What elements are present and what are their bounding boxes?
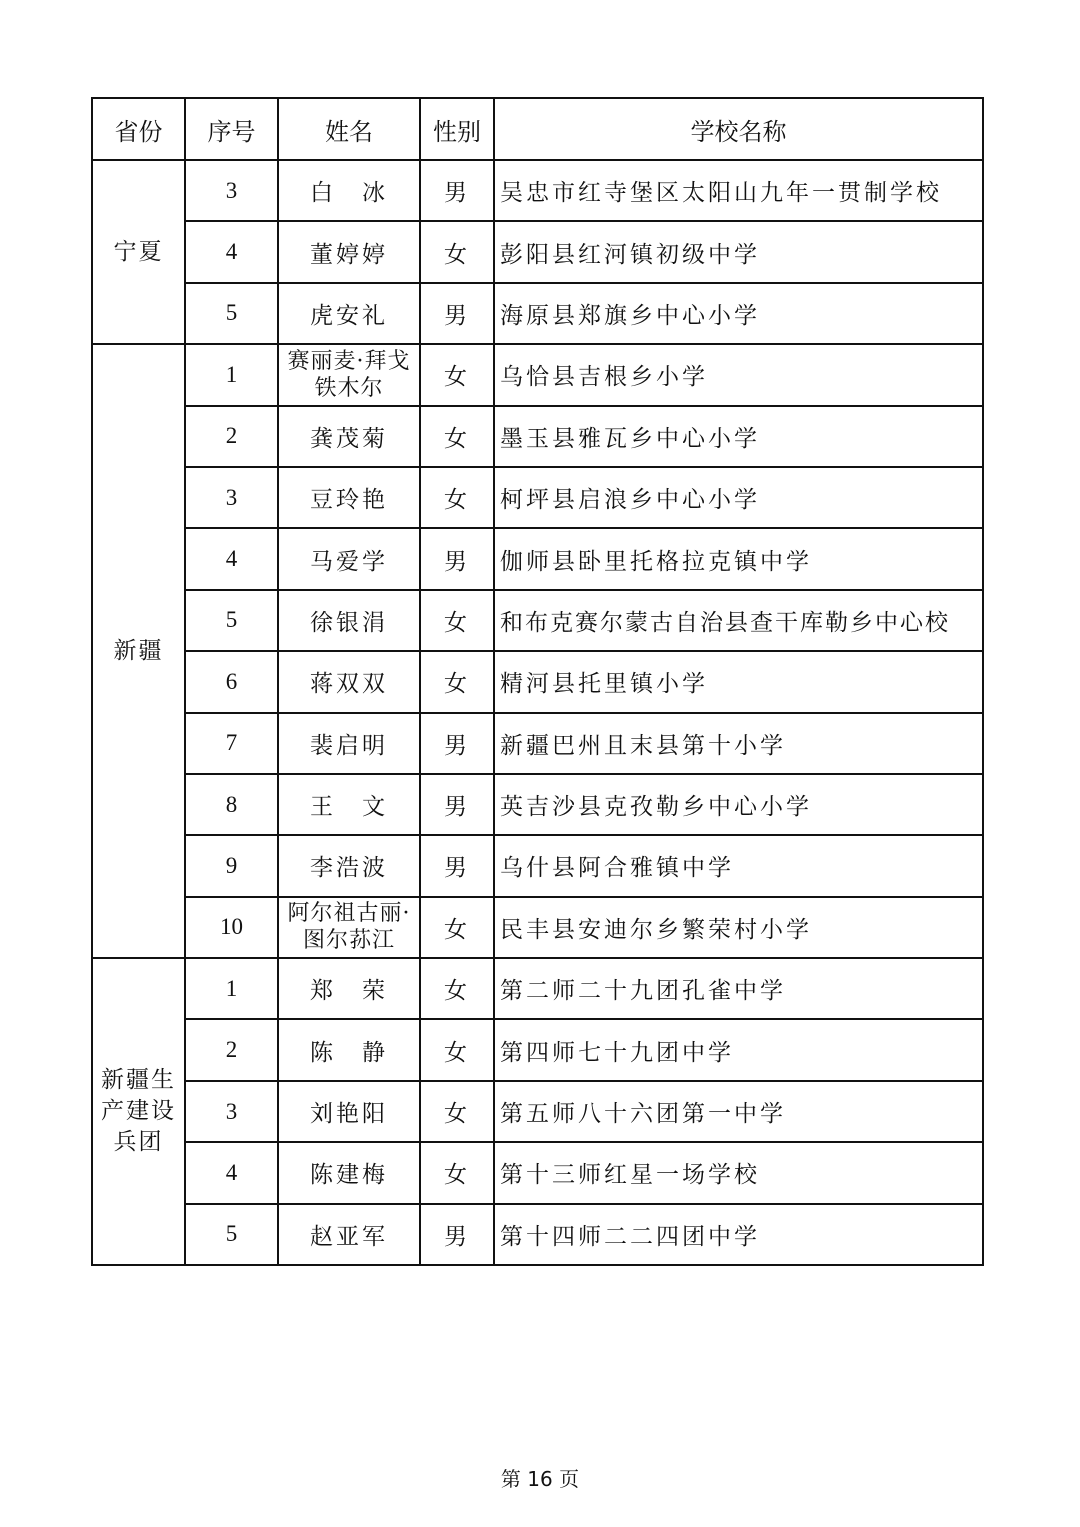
province-cell [92, 344, 185, 958]
gender-cell: 男 [420, 283, 494, 344]
header-school: 学校名称 [494, 98, 983, 160]
gender-cell: 女 [420, 590, 494, 651]
school-cell: 精河县托里镇小学 [494, 651, 983, 712]
name-cell: 白 冰 [278, 160, 420, 221]
name-cell: 刘艳阳 [278, 1081, 420, 1142]
name-cell: 马爱学 [278, 528, 420, 589]
gender-cell: 女 [420, 1081, 494, 1142]
gender-cell: 女 [420, 344, 494, 405]
school-cell: 新疆巴州且末县第十小学 [494, 713, 983, 774]
name-cell: 裴启明 [278, 713, 420, 774]
gender-cell: 男 [420, 528, 494, 589]
seq-cell: 4 [185, 1142, 278, 1203]
seq-cell: 1 [185, 344, 278, 405]
table-row [92, 406, 983, 467]
school-cell: 英吉沙县克孜勒乡中心小学 [494, 774, 983, 835]
table-row [92, 1142, 983, 1203]
school-cell: 第四师七十九团中学 [494, 1019, 983, 1080]
table-row [92, 1204, 983, 1265]
school-cell: 第五师八十六团第一中学 [494, 1081, 983, 1142]
name-cell: 龚茂菊 [278, 406, 420, 467]
school-cell: 墨玉县雅瓦乡中心小学 [494, 406, 983, 467]
school-cell: 乌恰县吉根乡小学 [494, 344, 983, 405]
header-province: 省份 [92, 98, 185, 160]
table-row [92, 774, 983, 835]
gender-cell: 男 [420, 160, 494, 221]
table-row [92, 283, 983, 344]
province-cell [92, 958, 185, 1265]
name-list-table [91, 97, 984, 1266]
school-cell: 第二师二十九团孔雀中学 [494, 958, 983, 1019]
name-cell: 赛丽麦·拜戈铁木尔 [278, 344, 420, 405]
name-cell: 李浩波 [278, 835, 420, 896]
gender-cell: 男 [420, 835, 494, 896]
table-row [92, 897, 983, 958]
name-cell: 蒋双双 [278, 651, 420, 712]
school-cell: 和布克赛尔蒙古自治县查干库勒乡中心校 [494, 590, 983, 651]
seq-cell: 5 [185, 283, 278, 344]
name-cell: 王 文 [278, 774, 420, 835]
gender-cell: 女 [420, 897, 494, 958]
school-cell: 海原县郑旗乡中心小学 [494, 283, 983, 344]
name-cell: 陈建梅 [278, 1142, 420, 1203]
seq-cell: 8 [185, 774, 278, 835]
seq-cell: 2 [185, 1019, 278, 1080]
table-row [92, 160, 983, 221]
page-number: 第 16 页 [500, 1467, 580, 1491]
seq-cell: 4 [185, 528, 278, 589]
school-cell: 第十三师红星一场学校 [494, 1142, 983, 1203]
gender-cell: 女 [420, 406, 494, 467]
seq-cell: 5 [185, 590, 278, 651]
seq-cell: 2 [185, 406, 278, 467]
name-cell: 豆玲艳 [278, 467, 420, 528]
school-cell: 乌什县阿合雅镇中学 [494, 835, 983, 896]
seq-cell: 9 [185, 835, 278, 896]
seq-cell: 7 [185, 713, 278, 774]
school-cell: 彭阳县红河镇初级中学 [494, 221, 983, 282]
gender-cell: 女 [420, 1019, 494, 1080]
header-name: 姓名 [278, 98, 420, 160]
table-row [92, 344, 983, 405]
table-row [92, 1019, 983, 1080]
school-cell: 第十四师二二四团中学 [494, 1204, 983, 1265]
gender-cell: 男 [420, 1204, 494, 1265]
seq-cell: 3 [185, 467, 278, 528]
table-row [92, 713, 983, 774]
table-row [92, 651, 983, 712]
gender-cell: 男 [420, 713, 494, 774]
name-cell: 虎安礼 [278, 283, 420, 344]
gender-cell: 女 [420, 221, 494, 282]
table-row [92, 467, 983, 528]
province-label: 新疆 [113, 637, 164, 664]
header-row [92, 98, 983, 160]
province-label: 新疆生产建设兵团 [101, 1067, 176, 1156]
table-row [92, 958, 983, 1019]
province-label: 宁夏 [113, 238, 164, 265]
seq-cell: 10 [185, 897, 278, 958]
seq-cell: 5 [185, 1204, 278, 1265]
gender-cell: 男 [420, 774, 494, 835]
name-cell: 董婷婷 [278, 221, 420, 282]
gender-cell: 女 [420, 467, 494, 528]
table-row [92, 528, 983, 589]
name-cell: 赵亚军 [278, 1204, 420, 1265]
school-cell: 民丰县安迪尔乡繁荣村小学 [494, 897, 983, 958]
school-cell: 伽师县卧里托格拉克镇中学 [494, 528, 983, 589]
seq-cell: 3 [185, 160, 278, 221]
gender-cell: 女 [420, 958, 494, 1019]
name-cell: 陈 静 [278, 1019, 420, 1080]
seq-cell: 6 [185, 651, 278, 712]
name-cell: 阿尔祖古丽·图尔荪江 [278, 897, 420, 958]
gender-cell: 女 [420, 1142, 494, 1203]
seq-cell: 3 [185, 1081, 278, 1142]
name-cell: 郑 荣 [278, 958, 420, 1019]
province-cell [92, 160, 185, 344]
gender-cell: 女 [420, 651, 494, 712]
header-gender: 性别 [420, 98, 494, 160]
seq-cell: 1 [185, 958, 278, 1019]
table-row [92, 590, 983, 651]
seq-cell: 4 [185, 221, 278, 282]
header-seq: 序号 [185, 98, 278, 160]
school-cell: 柯坪县启浪乡中心小学 [494, 467, 983, 528]
table-row [92, 835, 983, 896]
name-cell: 徐银涓 [278, 590, 420, 651]
school-cell: 吴忠市红寺堡区太阳山九年一贯制学校 [494, 160, 983, 221]
table-row [92, 1081, 983, 1142]
table-row [92, 221, 983, 282]
